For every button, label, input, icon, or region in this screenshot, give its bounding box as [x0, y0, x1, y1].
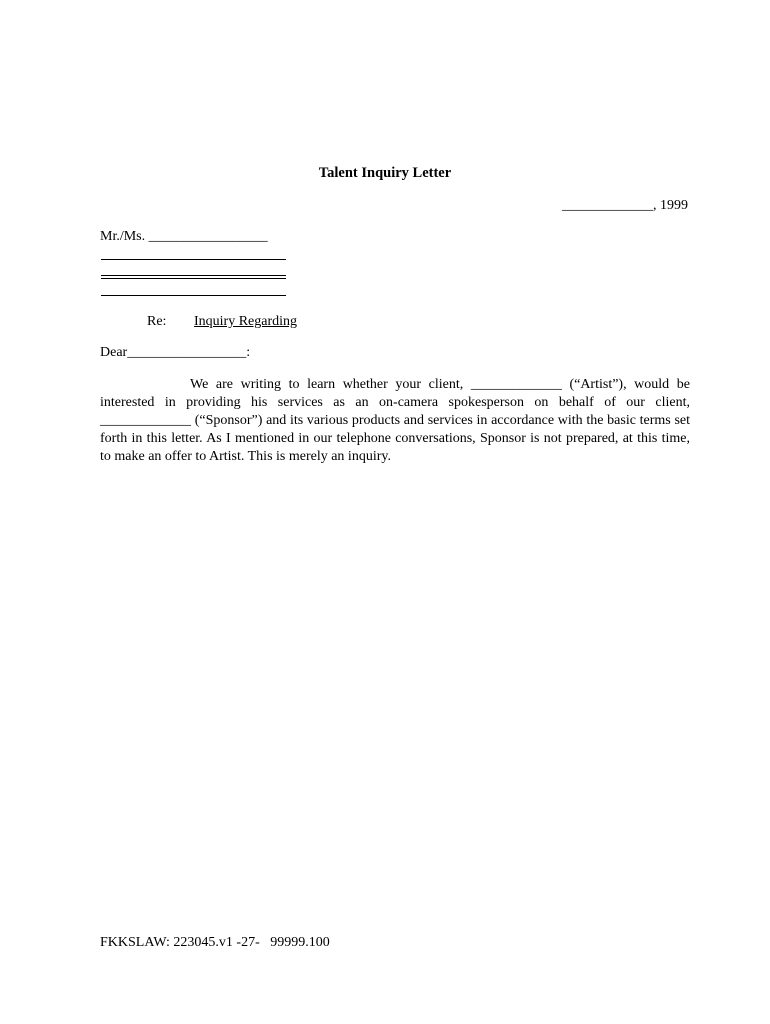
date-line: _____________, 1999: [562, 198, 688, 213]
address-blank-line: [101, 275, 286, 276]
address-blank-line: [101, 295, 286, 296]
re-subject: Inquiry Regarding: [194, 314, 298, 329]
addressee-line: Mr./Ms. _________________: [100, 229, 268, 244]
document-footer: FKKSLAW: 223045.v1 -27- 99999.100: [100, 935, 330, 950]
salutation: Dear_________________:: [100, 345, 251, 360]
address-blank-line: [101, 278, 286, 279]
re-label: Re:: [147, 314, 167, 329]
document-title: Talent Inquiry Letter: [318, 165, 452, 181]
address-blank-line: [101, 259, 286, 260]
body-paragraph: We are writing to learn whether your client, _____________ (“Artist”), would be interested in providing his services as an on-camera spokesperson on behalf of our client, _____________ (“Sponsor”) and its various products and services in accordance with the basic terms set forth in this letter. As I mentioned in our telephone conversations, Sponsor is not prepared, at this time, to make an offer to Artist. This is merely an inquiry.: [100, 377, 690, 464]
